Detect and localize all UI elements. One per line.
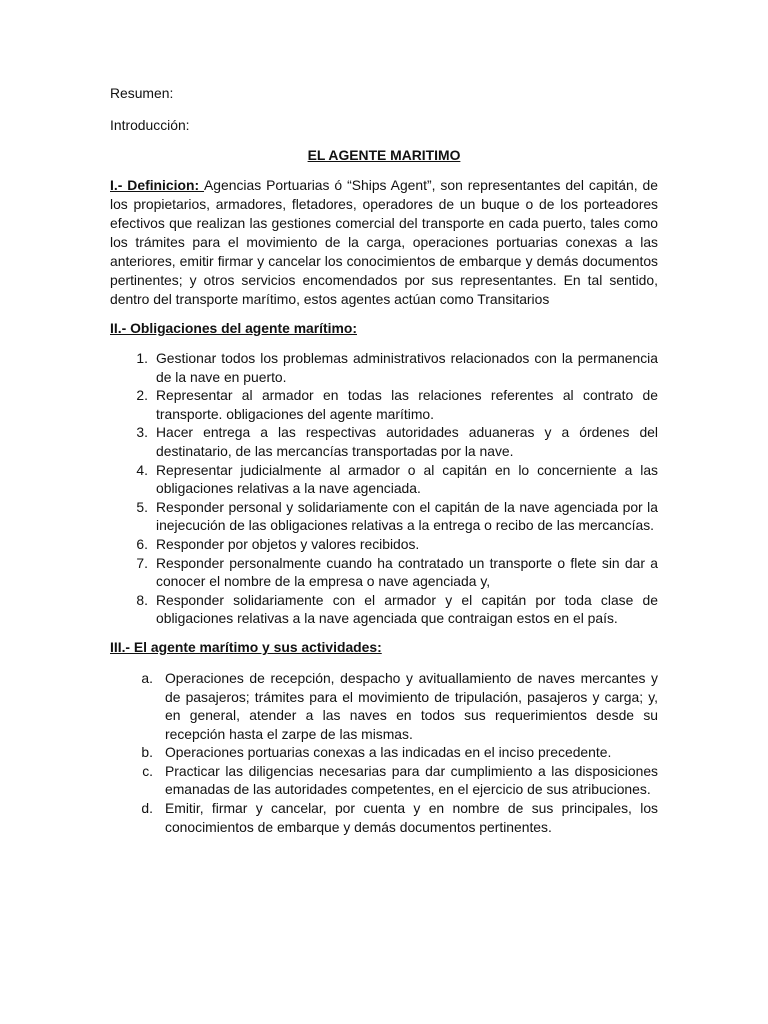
list-marker: 4. bbox=[136, 461, 148, 478]
list-marker: d. bbox=[141, 800, 153, 817]
list-item bbox=[110, 743, 658, 762]
list-item-text: Gestionar todos los problemas administrativos relacionados con la permanencia de la nave en puerto. bbox=[156, 350, 658, 385]
list-item bbox=[110, 535, 658, 554]
document-title: EL AGENTE MARITIMO bbox=[307, 147, 461, 163]
introduccion-label: Introducción: bbox=[110, 117, 190, 133]
resumen-label: Resumen: bbox=[110, 85, 174, 101]
obligations-list bbox=[110, 349, 658, 628]
activities-list bbox=[110, 669, 658, 836]
list-item-text: Responder personalmente cuando ha contratado un transporte o flete sin dar a conocer el nombre de la empresa o nave agenciada y, bbox=[156, 554, 658, 590]
list-marker: c. bbox=[142, 762, 153, 779]
section-2-heading: II.- Obligaciones del agente marítimo: bbox=[110, 320, 357, 336]
list-marker: 5. bbox=[136, 498, 148, 515]
list-item bbox=[110, 498, 658, 535]
list-item-text: Responder personal y solidariamente con el capitán de la nave agenciada por la inejecución de las obligaciones relativas a la entrega o recibo de las mercancías. bbox=[156, 498, 658, 534]
list-marker: b. bbox=[141, 744, 153, 761]
definition-text: Agencias Portuarias ó “Ships Agent”, son representantes del capitán, de los propietarios, armadores, fletadores, operadores de un buque o de los porteadores efectivos que realizan las gestiones comercial del transporte en cada puerto, tales como los trámites para el movimiento de la carga, operaciones portuarias conexas a las anteriores, emitir firmar y cancelar los conocimientos de embarque y demás documentos pertinentes; y otros servicios encomendados por sus representantes. En tal sentido, dentro del transporte marítimo, estos agentes actúan como Transitarios bbox=[110, 177, 658, 307]
list-item bbox=[110, 799, 658, 836]
list-item bbox=[110, 669, 658, 743]
list-marker: 7. bbox=[136, 554, 148, 571]
section-3-heading: III.- El agente marítimo y sus actividades: bbox=[110, 638, 382, 655]
list-item-text: Responder solidariamente con el armador y el capitán por toda clase de obligaciones relativas a la nave agenciada que contraigan estos en el país. bbox=[156, 591, 658, 627]
list-item bbox=[110, 762, 658, 799]
list-item-text: Operaciones portuarias conexas a las indicadas en el inciso precedente. bbox=[165, 744, 612, 761]
list-item bbox=[110, 423, 658, 460]
definition-paragraph bbox=[110, 176, 658, 309]
list-item-text: Representar judicialmente al armador o al capitán en lo concerniente a las obligaciones relativas a la nave agenciada. bbox=[156, 461, 658, 497]
list-item bbox=[110, 554, 658, 591]
list-item-text: Responder por objetos y valores recibidos. bbox=[156, 535, 420, 552]
list-item bbox=[110, 349, 658, 386]
list-item-text: Emitir, firmar y cancelar, por cuenta y en nombre de sus principales, los conocimientos de embarque y demás documentos pertinentes. bbox=[165, 800, 658, 835]
list-marker: 1. bbox=[136, 350, 148, 366]
list-marker: a. bbox=[141, 669, 153, 686]
list-item bbox=[110, 591, 658, 628]
list-item bbox=[110, 461, 658, 498]
list-marker: 8. bbox=[136, 591, 148, 608]
list-marker: 2. bbox=[136, 387, 148, 404]
list-marker: 6. bbox=[136, 535, 148, 552]
list-item-text: Operaciones de recepción, despacho y avituallamiento de naves mercantes y de pasajeros; trámites para el movimiento de tripulación, pasajeros y carga; y, en general, atender a las naves en todos sus requerimientos desde su recepción hasta el zarpe de las mismas. bbox=[165, 669, 658, 742]
list-item-text: Practicar las diligencias necesarias para dar cumplimiento a las disposiciones emanadas de las autoridades competentes, en el ejercicio de sus atribuciones. bbox=[165, 762, 658, 798]
list-marker: 3. bbox=[136, 424, 148, 441]
section-1-heading: I.- Definicion: bbox=[110, 177, 205, 193]
list-item-text: Representar al armador en todas las relaciones referentes al contrato de transporte. obligaciones del agente marítimo. bbox=[156, 387, 658, 422]
list-item bbox=[110, 386, 658, 423]
list-item-text: Hacer entrega a las respectivas autoridades aduaneras y a órdenes del destinatario, de las mercancías transportadas por la nave. bbox=[156, 424, 658, 459]
